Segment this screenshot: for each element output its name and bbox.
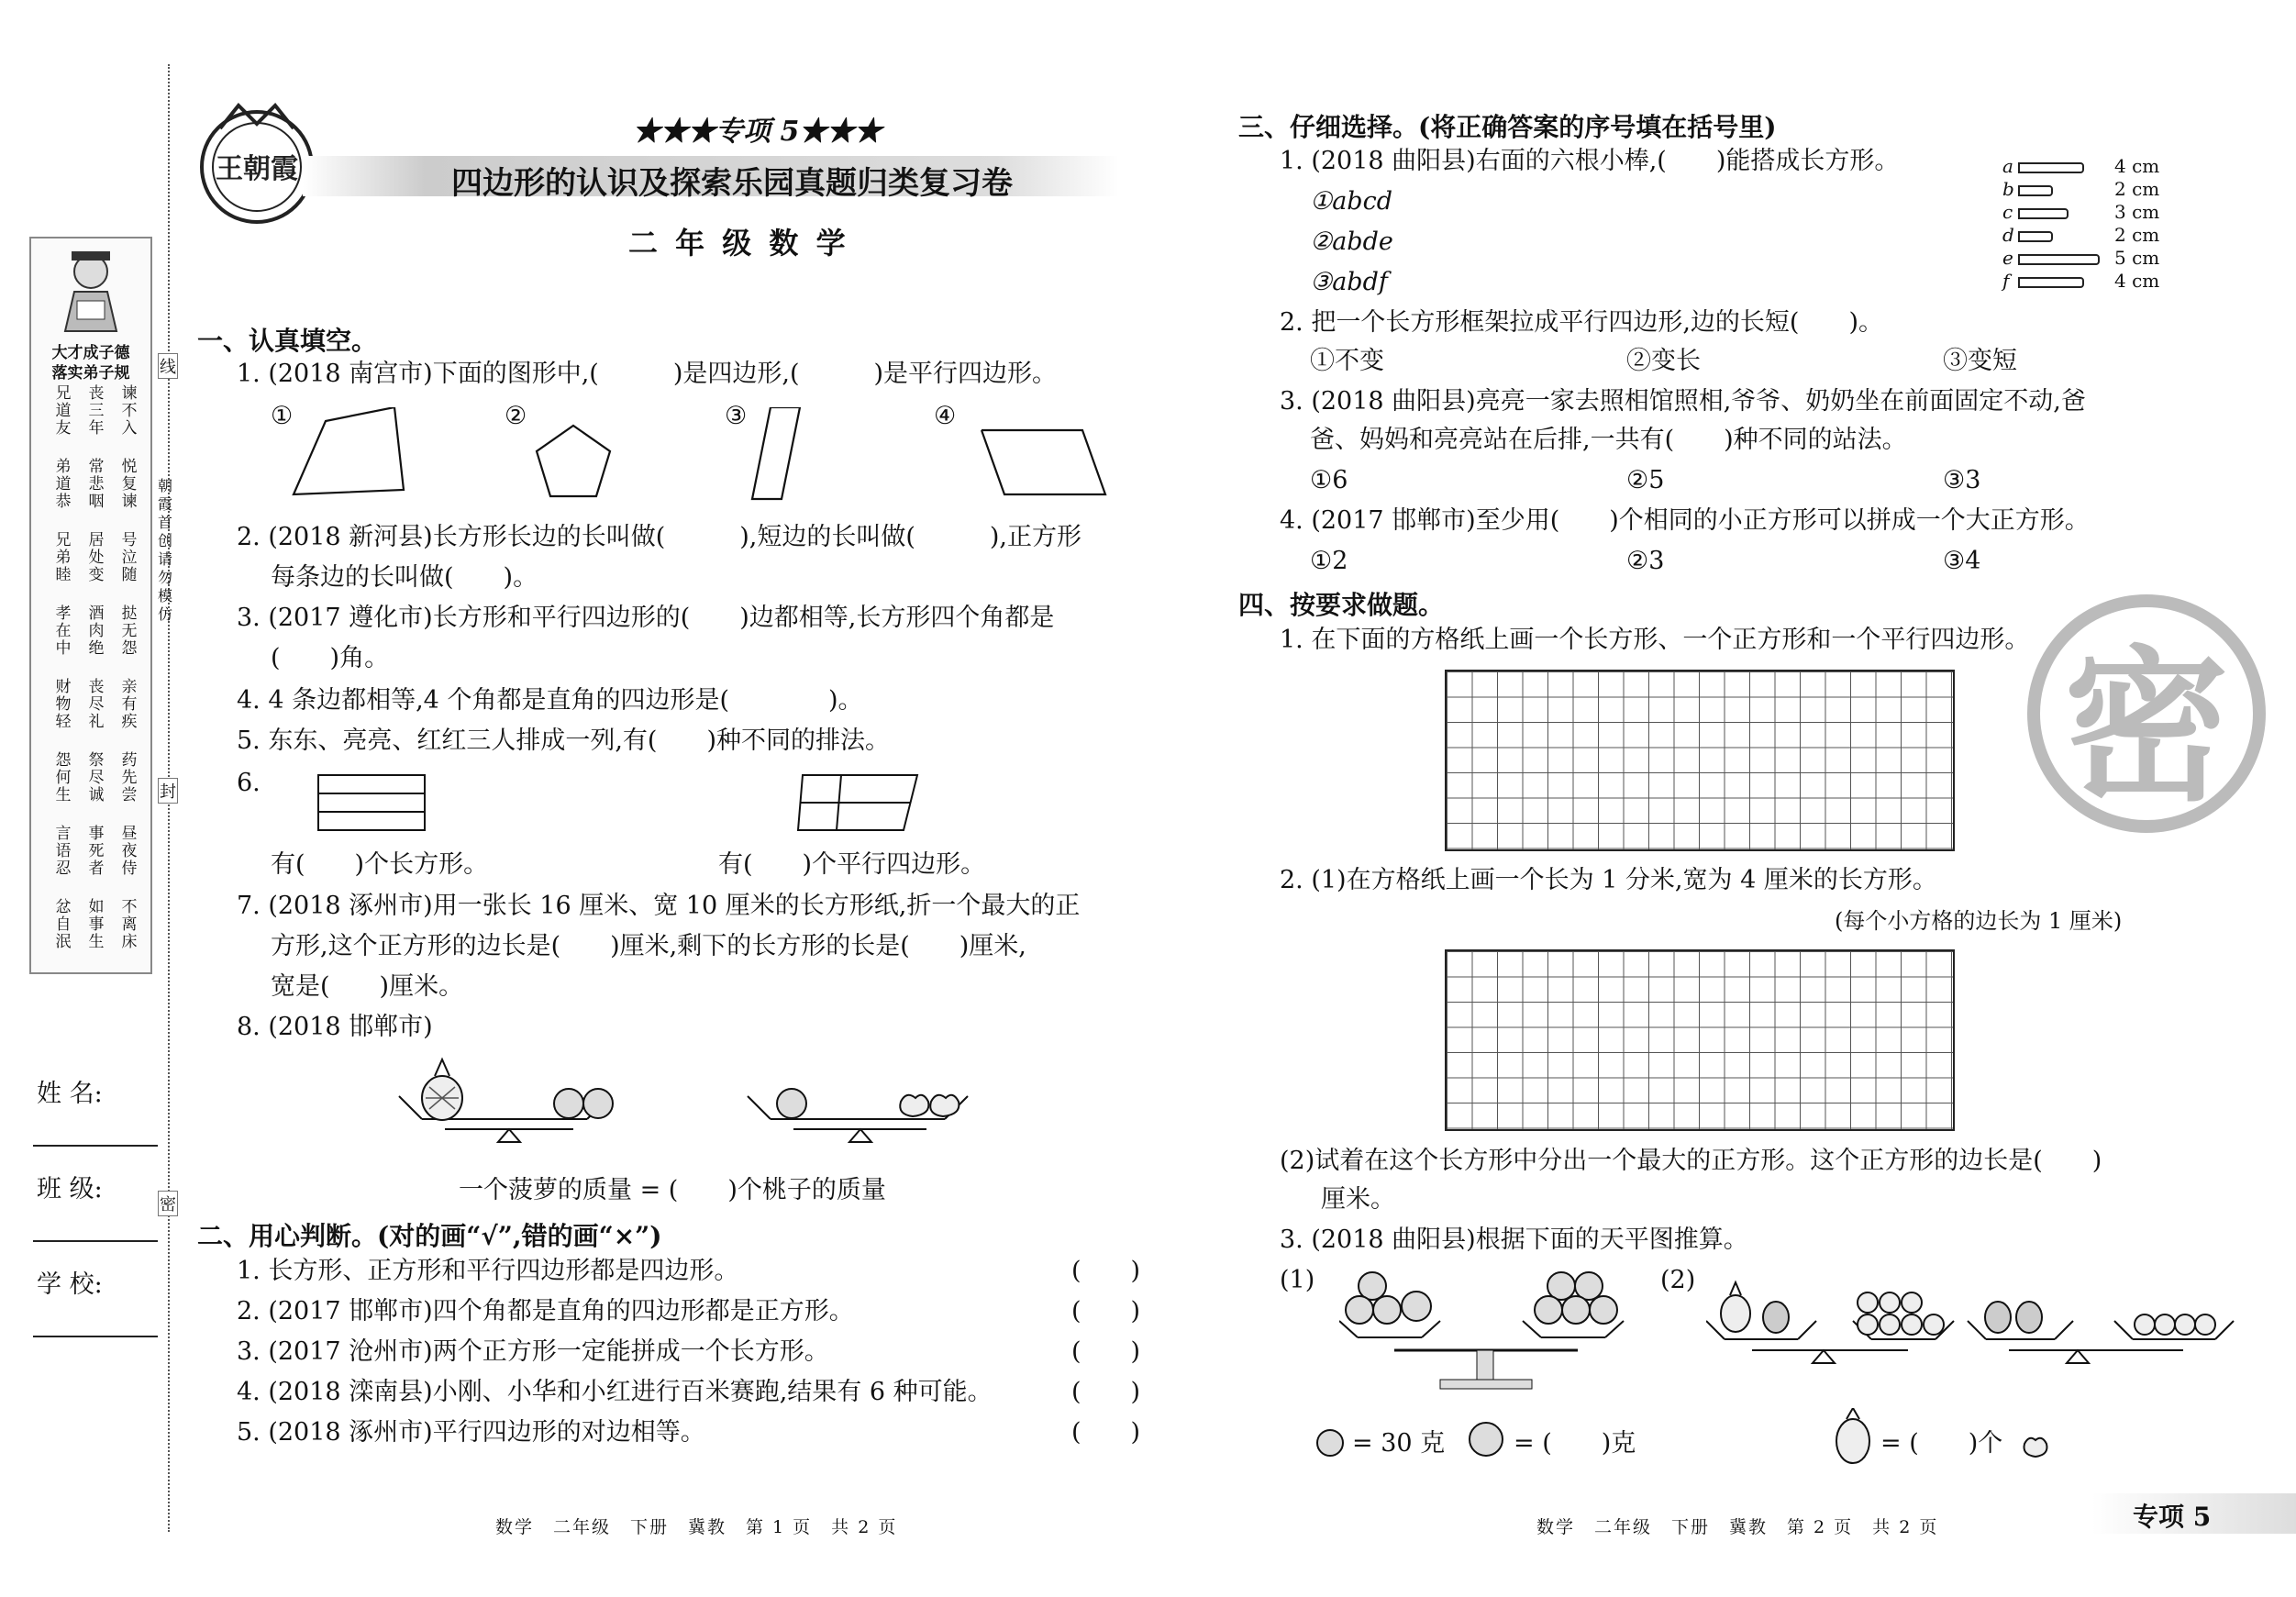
judgment-item: 5. (2018 涿州市)平行四边形的对边相等。	[237, 1418, 705, 1447]
stick-label: d	[2002, 224, 2014, 246]
stick-bar	[2018, 208, 2069, 219]
s1-q6: 6.	[237, 769, 261, 797]
sidebar-motto-2: 落实弟子规	[51, 364, 130, 383]
judgment-answer-blank[interactable]: ( )	[1071, 1337, 1141, 1366]
s1-q3-line1: 3. (2017 遵化市)长方形和平行四边形的( )边都相等,长方形四个角都是	[237, 604, 1055, 632]
s3-q3-opt-2: ②5	[1626, 466, 1665, 494]
page-title: 四边形的认识及探索乐园真题归类复习卷	[451, 165, 1013, 202]
s3-q3-line2: 爸、妈妈和亮亮站在后排,一共有( )种不同的站法。	[1310, 426, 1907, 454]
s1-q2-line1: 2. (2018 新河县)长方形长边的长叫做( ),短边的长叫做( ),正方形	[237, 523, 1082, 551]
s4-q3: 3. (2018 曲阳县)根据下面的天平图推算。	[1280, 1225, 1748, 1254]
ball-icon	[1402, 1292, 1431, 1321]
s3-q4: 4. (2017 邯郸市)至少用( )个相同的小正方形可以拼成一个大正方形。	[1280, 506, 2090, 535]
sidebar-verse: 弟道恭	[55, 458, 72, 511]
s3-q1: 1. (2018 曲阳县)右面的六根小棒,( )能搭成长方形。	[1280, 147, 1900, 175]
apple-icon	[1346, 1296, 1373, 1324]
sidebar-verse-columns	[42, 385, 143, 972]
sidebar-motto-1: 大才成子德	[51, 344, 130, 362]
s1-q6-answer-b: 有( )个平行四边形。	[718, 850, 986, 879]
s1-q8-balance-scales	[394, 1050, 1037, 1165]
page-subtitle: 二 年 级 数 学	[628, 226, 849, 261]
s4-q1: 1. 在下面的方格纸上画一个长方形、一个正方形和一个平行四边形。	[1280, 626, 2030, 654]
s4-q3-balance-2	[1706, 1275, 2238, 1385]
s4-q3-part1-label: (1)	[1280, 1266, 1315, 1294]
s1-q4: 4. 4 条边都相等,4 个角都是直角的四边形是( )。	[237, 686, 863, 715]
section3-heading: 三、仔细选择。(将正确答案的序号填在括号里)	[1238, 112, 1777, 142]
scholar-figure-icon	[33, 244, 149, 336]
stick-length: 5 cm	[2114, 247, 2160, 269]
stick-bar	[2018, 277, 2084, 288]
pineapple-icon	[1721, 1295, 1750, 1332]
stacked-rectangles-figure	[318, 775, 425, 830]
stick-label: b	[2002, 178, 2014, 200]
stick-bar	[2018, 254, 2100, 265]
series-label: ★★★专项 5★★★	[633, 116, 882, 148]
s1-q2-line2: 每条边的长叫做( )。	[271, 563, 538, 592]
sidebar-verse: 常悲咽	[88, 458, 105, 511]
s4-q2b-line1: (2)试着在这个长方形中分出一个最大的正方形。这个正方形的边长是( )	[1280, 1147, 2102, 1175]
s4-q2: 2. (1)在方格纸上画一个长为 1 分米,宽为 4 厘米的长方形。	[1280, 866, 1937, 894]
s1-q6-answer-a: 有( )个长方形。	[271, 850, 489, 879]
s4-q2-note: (每个小方格的边长为 1 厘米)	[1835, 908, 2123, 934]
s4-q2b-line2: 厘米。	[1321, 1185, 1395, 1214]
quadrilateral-shape	[294, 407, 404, 494]
school-field[interactable]	[33, 1336, 158, 1337]
s3-q4-opt-2: ②3	[1626, 547, 1665, 575]
sidebar-verse: 悦复谏	[121, 458, 138, 511]
sidebar-verse: 如事生	[88, 898, 105, 951]
s1-q5: 5. 东东、亮亮、红红三人排成一列,有( )种不同的排法。	[237, 726, 890, 755]
pear-icon	[2016, 1302, 2042, 1333]
judgment-item: 4. (2018 滦南县)小刚、小华和小红进行百米赛跑,结果有 6 种可能。	[237, 1378, 993, 1406]
s3-q2: 2. 把一个长方形框架拉成平行四边形,边的长短( )。	[1280, 308, 1883, 337]
sidebar-verse: 兄弟睦	[55, 531, 72, 584]
binding-note-mi: 密	[158, 1191, 178, 1216]
section4-heading: 四、按要求做题。	[1238, 590, 1445, 620]
sidebar-verse: 怨何生	[55, 751, 72, 804]
binding-note-xian: 线	[158, 353, 178, 379]
s1-q7-line2: 方形,这个正方形的边长是( )厘米,剩下的长方形的长是( )厘米,	[271, 932, 1026, 960]
s3-q2-opt-2: ②变长	[1626, 347, 1701, 375]
publisher-logo-icon	[193, 101, 321, 229]
s3-q3-line1: 3. (2018 曲阳县)亮亮一家去照相馆照相,爷爷、奶奶坐在前面固定不动,爸	[1280, 387, 2086, 416]
s1-q1-label-4: ④	[934, 402, 957, 430]
judgment-item: 3. (2017 沧州市)两个正方形一定能拼成一个长方形。	[237, 1337, 829, 1366]
s1-q7-line1: 7. (2018 涿州市)用一张长 16 厘米、宽 10 厘米的长方形纸,折一个最大的正	[237, 892, 1081, 920]
judgment-answer-blank[interactable]: ( )	[1071, 1297, 1141, 1325]
s3-q2-opt-3: ③变短	[1943, 347, 2017, 375]
orange-icon	[554, 1089, 583, 1118]
school-label: 学 校:	[37, 1270, 103, 1299]
footer-right: 数学 二年级 下册 冀教 第 2 页 共 2 页	[1536, 1517, 1939, 1537]
sidebar-verse: 谏不入	[121, 384, 138, 438]
stick-length: 2 cm	[2114, 224, 2160, 246]
section1-heading: 一、认真填空。	[197, 326, 378, 356]
footer-left: 数学 二年级 下册 冀教 第 1 页 共 2 页	[495, 1517, 898, 1537]
open-trapezoid-shape	[982, 430, 1105, 494]
class-field[interactable]	[33, 1240, 158, 1242]
ball-icon	[1317, 1430, 1343, 1456]
orange-icon	[583, 1089, 613, 1118]
sidebar-verse: 丧尽礼	[88, 678, 105, 731]
pear-icon	[1985, 1302, 2011, 1333]
s4-q3-part2-label: (2)	[1660, 1266, 1696, 1294]
sidebar-verse: 祭尽诚	[88, 751, 105, 804]
s1-q1-shapes	[275, 407, 1156, 508]
sidebar-verse: 事死者	[88, 825, 105, 878]
sidebar-verse: 财物轻	[55, 678, 72, 731]
footer-tag: 专项 5	[2133, 1502, 2212, 1532]
stick-label: a	[2002, 155, 2013, 177]
stick-length: 2 cm	[2114, 178, 2160, 200]
sidebar-verse: 药先尝	[121, 751, 138, 804]
s4-q3-balance-1	[1339, 1266, 1633, 1394]
s4-q1-grid-paper[interactable]	[1445, 670, 1955, 851]
sidebar-verse: 亲有疾	[121, 678, 138, 731]
judgment-answer-blank[interactable]: ( )	[1071, 1378, 1141, 1406]
s1-q1: 1. (2018 南宫市)下面的图形中,( )是四边形,( )是平行四边形。	[237, 360, 1058, 388]
stick-label: c	[2002, 201, 2013, 223]
sidebar-verse: 忿自泯	[55, 898, 72, 951]
stick-bar	[2018, 231, 2053, 242]
peach-icon	[930, 1095, 959, 1116]
s3-q3-opt-1: ①6	[1310, 466, 1348, 494]
s1-q6-figures	[316, 773, 977, 837]
s1-q1-label-3: ③	[725, 402, 748, 430]
s3-q1-opt-2: ②abde	[1310, 227, 1393, 256]
sidebar-verse: 兄道友	[55, 384, 72, 438]
s1-q7-line3: 宽是( )厘米。	[271, 972, 464, 1001]
apple-icon	[1373, 1296, 1401, 1324]
s3-q3-opt-3: ③3	[1943, 466, 1981, 494]
s4-q3-eq1b: = ( )克	[1514, 1429, 1636, 1458]
ball-icon	[1590, 1296, 1617, 1324]
sidebar-verse: 居处变	[88, 531, 105, 584]
judgment-answer-blank[interactable]: ( )	[1071, 1418, 1141, 1447]
s1-q1-label-2: ②	[505, 402, 527, 430]
s1-q8-caption: 一个菠萝的质量 = ( )个桃子的质量	[459, 1176, 886, 1204]
judgment-item: 2. (2017 邯郸市)四个角都是直角的四边形都是正方形。	[237, 1297, 854, 1325]
stick-label: e	[2002, 247, 2013, 269]
ball-icon	[1535, 1296, 1562, 1324]
s3-q1-opt-1: ①abcd	[1310, 187, 1392, 216]
svg-text:王朝霞: 王朝霞	[216, 153, 298, 185]
pear-icon	[1763, 1302, 1789, 1333]
sidebar-verse: 不离床	[121, 898, 138, 951]
sidebar-verse: 孝在中	[55, 604, 72, 658]
binding-note-feng: 封	[158, 778, 178, 804]
name-label: 姓 名:	[37, 1080, 103, 1108]
peach-icon	[2020, 1431, 2051, 1458]
pineapple-icon	[1836, 1419, 1869, 1463]
stick-bar	[2018, 185, 2053, 196]
stick-length: 4 cm	[2114, 155, 2160, 177]
peach-icon	[900, 1095, 928, 1116]
thin-parallelogram-shape	[752, 407, 800, 499]
pentagon-shape	[537, 426, 610, 496]
s3-q4-opt-3: ③4	[1943, 547, 1981, 575]
secret-stamp	[2027, 594, 2266, 833]
apple-icon	[1470, 1423, 1503, 1456]
s3-q1-opt-3: ③abdf	[1310, 268, 1388, 296]
stick-bar	[2018, 162, 2084, 173]
binding-note-copyright: 朝霞首创 请勿模仿	[158, 477, 173, 623]
sidebar-motto-panel	[29, 237, 152, 974]
section2-heading: 二、用心判断。(对的画“√”,错的画“×”)	[197, 1221, 662, 1251]
judgment-item: 1. 长方形、正方形和平行四边形都是四边形。	[237, 1257, 739, 1285]
s1-q8: 8. (2018 邯郸市)	[237, 1013, 433, 1041]
sidebar-verse: 言语忍	[55, 825, 72, 878]
sidebar-verse: 号泣随	[121, 531, 138, 584]
ball-icon	[1562, 1296, 1590, 1324]
s4-q3-eq2a: = ( )个	[1880, 1429, 2003, 1458]
stick-length: 3 cm	[2114, 201, 2160, 223]
sidebar-verse: 昼夜侍	[121, 825, 138, 878]
stamp-char: 密	[2063, 630, 2229, 824]
s1-q3-line2: ( )角。	[271, 644, 390, 672]
orange-icon	[777, 1089, 806, 1118]
s4-q2-grid-paper[interactable]	[1445, 949, 1955, 1131]
stick-label: f	[2002, 270, 2010, 292]
sidebar-verse: 丧三年	[88, 384, 105, 438]
s3-q2-opt-1: ①不变	[1310, 347, 1384, 375]
sidebar-verse: 酒肉绝	[88, 604, 105, 658]
s4-q3-eq1a: = 30 克	[1352, 1429, 1446, 1458]
judgment-answer-blank[interactable]: ( )	[1071, 1257, 1141, 1285]
s1-q1-label-1: ①	[271, 402, 294, 430]
s3-q4-opt-1: ①2	[1310, 547, 1348, 575]
sidebar-verse: 挞无怨	[121, 604, 138, 658]
name-field[interactable]	[33, 1145, 158, 1147]
stick-length: 4 cm	[2114, 270, 2160, 292]
class-label: 班 级:	[37, 1175, 103, 1203]
